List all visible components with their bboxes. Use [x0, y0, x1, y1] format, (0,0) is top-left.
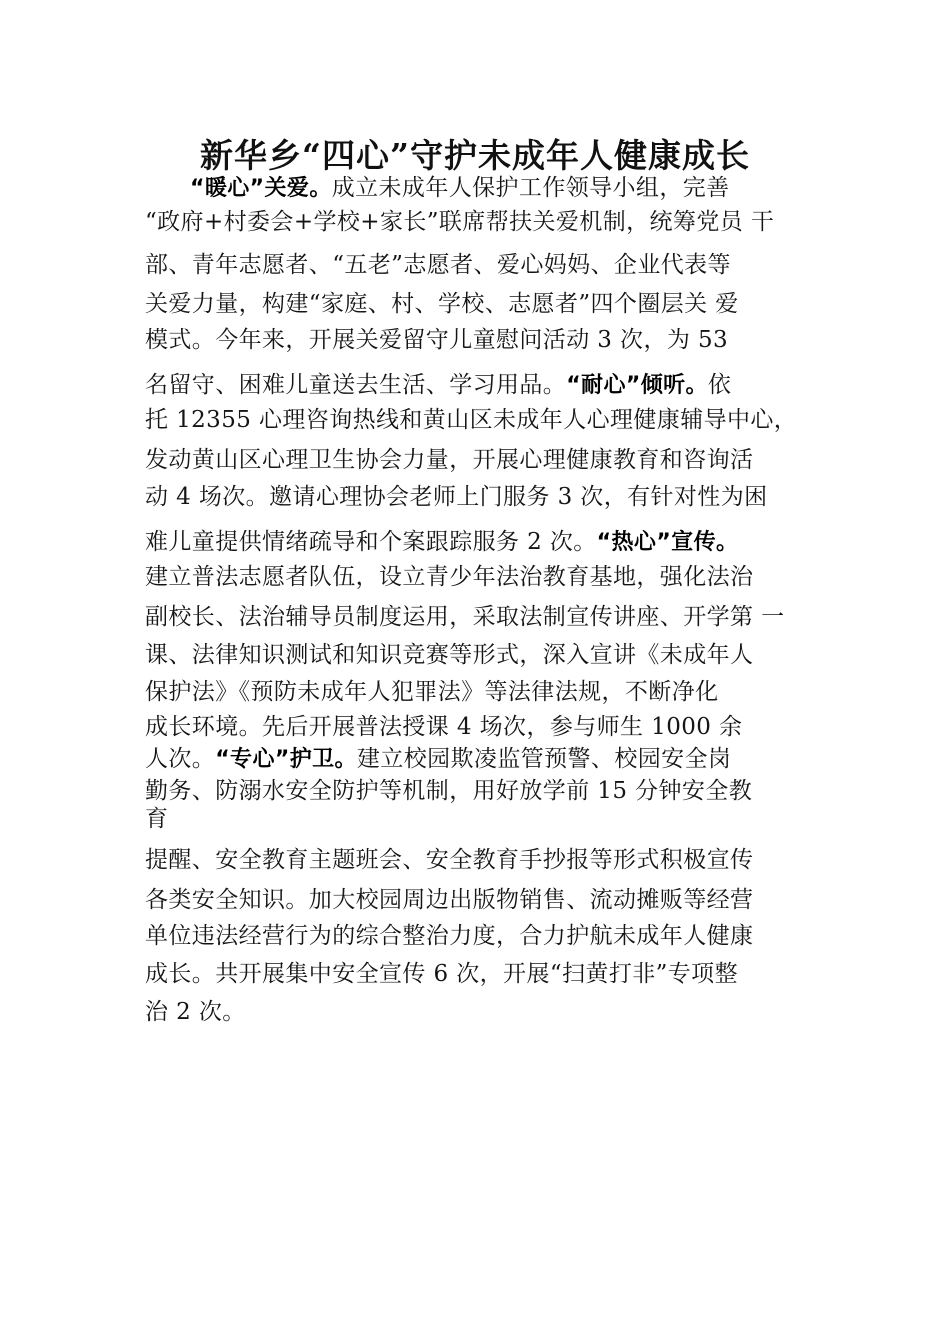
paragraph-line: 各类安全知识。加大校园周边出版物销售、流动摊贩等经营 [145, 887, 754, 913]
paragraph-line: 托 12355 心理咨询热线和黄山区未成年人心理健康辅导中心， [145, 407, 798, 433]
paragraph-line: 成长。共开展集中安全宣传 6 次，开展“扫黄打非”专项整 [145, 961, 738, 987]
paragraph-line: 提醒、安全教育主题班会、安全教育手抄报等形式积极宣传 [145, 847, 754, 873]
paragraph-line: 单位违法经营行为的综合整治力度，合力护航未成年人健康 [145, 923, 754, 949]
document-title: 新华乡“四心”守护未成年人健康成长 [200, 136, 750, 176]
section-heading-naixin: “耐心”倾听。 [566, 373, 708, 398]
paragraph-line: 模式。今年来，开展关爱留守儿童慰问活动 3 次，为 53 [145, 327, 729, 353]
paragraph-line: “政府+村委会+学校+家长”联席帮扶关爱机制，统筹党员 干 [145, 209, 775, 235]
paragraph-line: 建立普法志愿者队伍，设立青少年法治教育基地，强化法治 [145, 564, 754, 590]
paragraph-line: 育 [145, 806, 169, 832]
section-heading-rexin: “热心”宣传。 [596, 530, 739, 555]
paragraph-line: 名留守、困难儿童送去生活、学习用品。“耐心”倾听。依 [145, 372, 732, 398]
paragraph-line: 关爱力量，构建“家庭、村、学校、志愿者”四个圈层关 爱 [145, 291, 739, 317]
paragraph-line: 部、青年志愿者、“五老”志愿者、爱心妈妈、企业代表等 [145, 252, 731, 278]
section-heading-nuanxin: “暖心”关爱。 [190, 176, 332, 201]
paragraph-line: 副校长、法治辅导员制度运用，采取法制宣传讲座、开学第 一 [145, 604, 785, 630]
paragraph-line: 人次。“专心”护卫。建立校园欺凌监管预警、校园安全岗 [145, 746, 732, 772]
paragraph-line: 治 2 次。 [145, 999, 246, 1025]
paragraph-line: 动 4 场次。邀请心理协会老师上门服务 3 次，有针对性为困 [145, 484, 768, 510]
paragraph-line: 课、法律知识测试和知识竞赛等形式，深入宣讲《未成年人 [145, 642, 754, 668]
paragraph-line: 保护法》《预防未成年人犯罪法》等法律法规，不断净化 [145, 679, 719, 705]
paragraph-line: 成长环境。先后开展普法授课 4 场次，参与师生 1000 余 [145, 714, 743, 740]
paragraph-line: 发动黄山区心理卫生协会力量，开展心理健康教育和咨询活 [145, 447, 754, 473]
section-heading-zhuanxin: “专心”护卫。 [215, 747, 357, 772]
paragraph-line: 勤务、防溺水安全防护等机制，用好放学前 15 分钟安全教 [145, 778, 753, 804]
paragraph-line: 难儿童提供情绪疏导和个案跟踪服务 2 次。“热心”宣传。 [145, 529, 739, 555]
paragraph-line: “暖心”关爱。成立未成年人保护工作领导小组，完善 [190, 175, 730, 201]
